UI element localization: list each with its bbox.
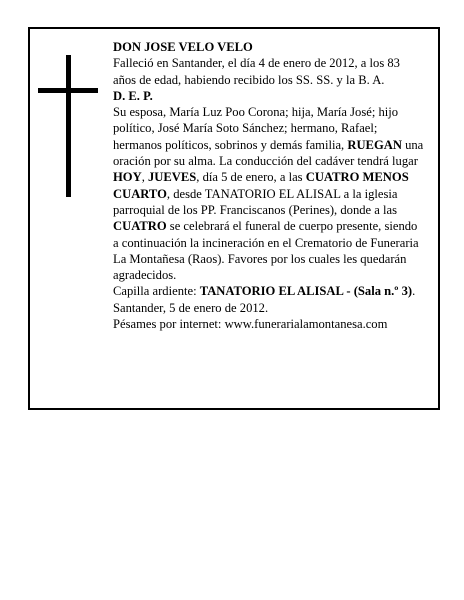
- signoff: Santander, 5 de enero de 2012.: [113, 300, 269, 315]
- capilla-ardiente: Capilla ardiente: TANATORIO EL ALISAL - (Sala n.º 3).: [113, 284, 416, 299]
- notice-text: [113, 39, 425, 332]
- hoy-text: HOY: [113, 170, 142, 185]
- cross-icon: [38, 55, 98, 197]
- death-info: Falleció en Santander, el día 4 de enero de 2012, a los 83 años de edad, habiendo recibido los SS. SS. y la B. A.: [113, 56, 400, 87]
- rip-line: D. E. P.: [113, 88, 153, 103]
- family-text: Su esposa, María Luz Poo Corona; hija, María José; hijo político, José María Soto Sánchez; hermano, Rafael; hermanos políticos, sobrinos y demás familia,: [113, 105, 399, 152]
- prayer-text: una oración por su alma. La conducción del cadáver tendrá lugar: [113, 137, 424, 169]
- cross-vertical-bar: [66, 55, 71, 197]
- deceased-name: DON JOSE VELO VELO: [113, 40, 253, 54]
- cross-horizontal-bar: [38, 88, 98, 93]
- ruegan-text: RUEGAN: [347, 137, 402, 152]
- time2-text: CUATRO: [113, 219, 167, 234]
- condolences-line: Pésames por internet: www.funerarialamontanesa.com: [113, 317, 388, 332]
- jueves-text: JUEVES: [147, 170, 197, 185]
- time-text: CUATRO MENOS CUARTO: [113, 170, 409, 201]
- funeral-text: se celebrará el funeral de cuerpo presente, siendo a continuación la incineración en el Crematorio de Funeraria La Montañesa (Raos). Favores por los cuales les quedarán agradecidos.: [113, 219, 419, 283]
- route-text: , desde TANATORIO EL ALISAL a la iglesia parroquial de los PP. Franciscanos (Perines), donde a las: [113, 186, 398, 217]
- capilla-place: TANATORIO EL ALISAL - (Sala n.º 3): [199, 284, 413, 299]
- family-paragraph: Su esposa, María Luz Poo Corona; hija, María José; hijo político, José María Soto Sánchez; hermano, Rafael; hermanos políticos, sobrinos y demás familia, RUEGAN una oración por su alma. La conducción del cadáver tendrá lugar HOY, JUEVES, día 5 de enero, a las CUATRO MENOS CUARTO, desde TANATORIO EL ALISAL a la iglesia parroquial de los PP. Franciscanos (Perines), donde a las CUATRO se celebrará el funeral de cuerpo presente, siendo a continuación la incineración en el Crematorio de Funeraria La Montañesa (Raos). Favores por los cuales les quedarán agradecidos.: [113, 105, 424, 283]
- date-text: , día 5 de enero, a las: [196, 170, 306, 185]
